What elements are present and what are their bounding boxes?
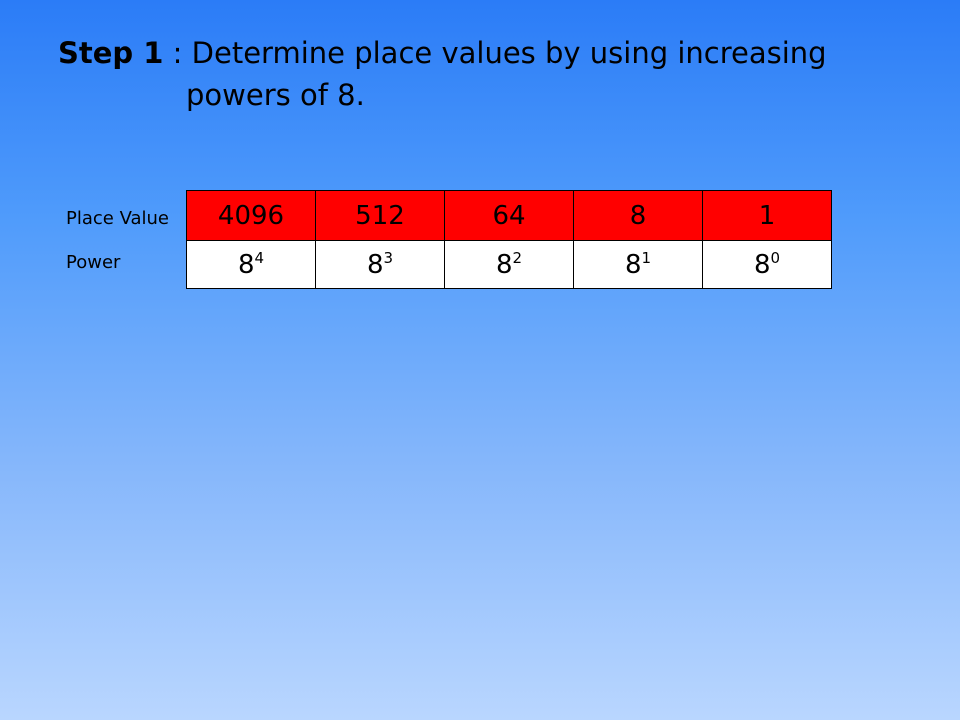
power-cell <box>445 241 574 289</box>
place-value-cell: 512 <box>316 191 445 241</box>
power-exponent: 0 <box>770 248 781 267</box>
power-base: 8 <box>237 249 255 280</box>
place-value-cell: 8 <box>574 191 703 241</box>
heading-text-line1: Determine place values by using increasing <box>191 36 827 70</box>
power-cell <box>316 241 445 289</box>
power-exponent: 2 <box>512 248 523 267</box>
power-exponent: 3 <box>383 248 394 267</box>
power-row-label: Power <box>66 252 121 273</box>
power-exponent: 1 <box>641 248 652 267</box>
power-base: 8 <box>366 249 384 280</box>
power-cell <box>703 241 832 289</box>
step-label: Step 1 <box>58 36 164 70</box>
place-value-cell: 64 <box>445 191 574 241</box>
power-cell <box>574 241 703 289</box>
slide-heading <box>58 32 878 116</box>
power-base: 8 <box>495 249 513 280</box>
power-base: 8 <box>624 249 642 280</box>
power-exponent: 4 <box>254 248 265 267</box>
place-value-row-label: Place Value <box>66 208 170 229</box>
power-base: 8 <box>753 249 771 280</box>
power-cell <box>187 241 316 289</box>
place-value-cell: 1 <box>703 191 832 241</box>
power-row <box>187 241 832 289</box>
heading-separator: : <box>163 36 192 70</box>
heading-text-line2: powers of 8. <box>186 78 365 112</box>
place-value-row <box>187 191 832 241</box>
place-value-table <box>186 190 832 289</box>
place-value-cell: 4096 <box>187 191 316 241</box>
